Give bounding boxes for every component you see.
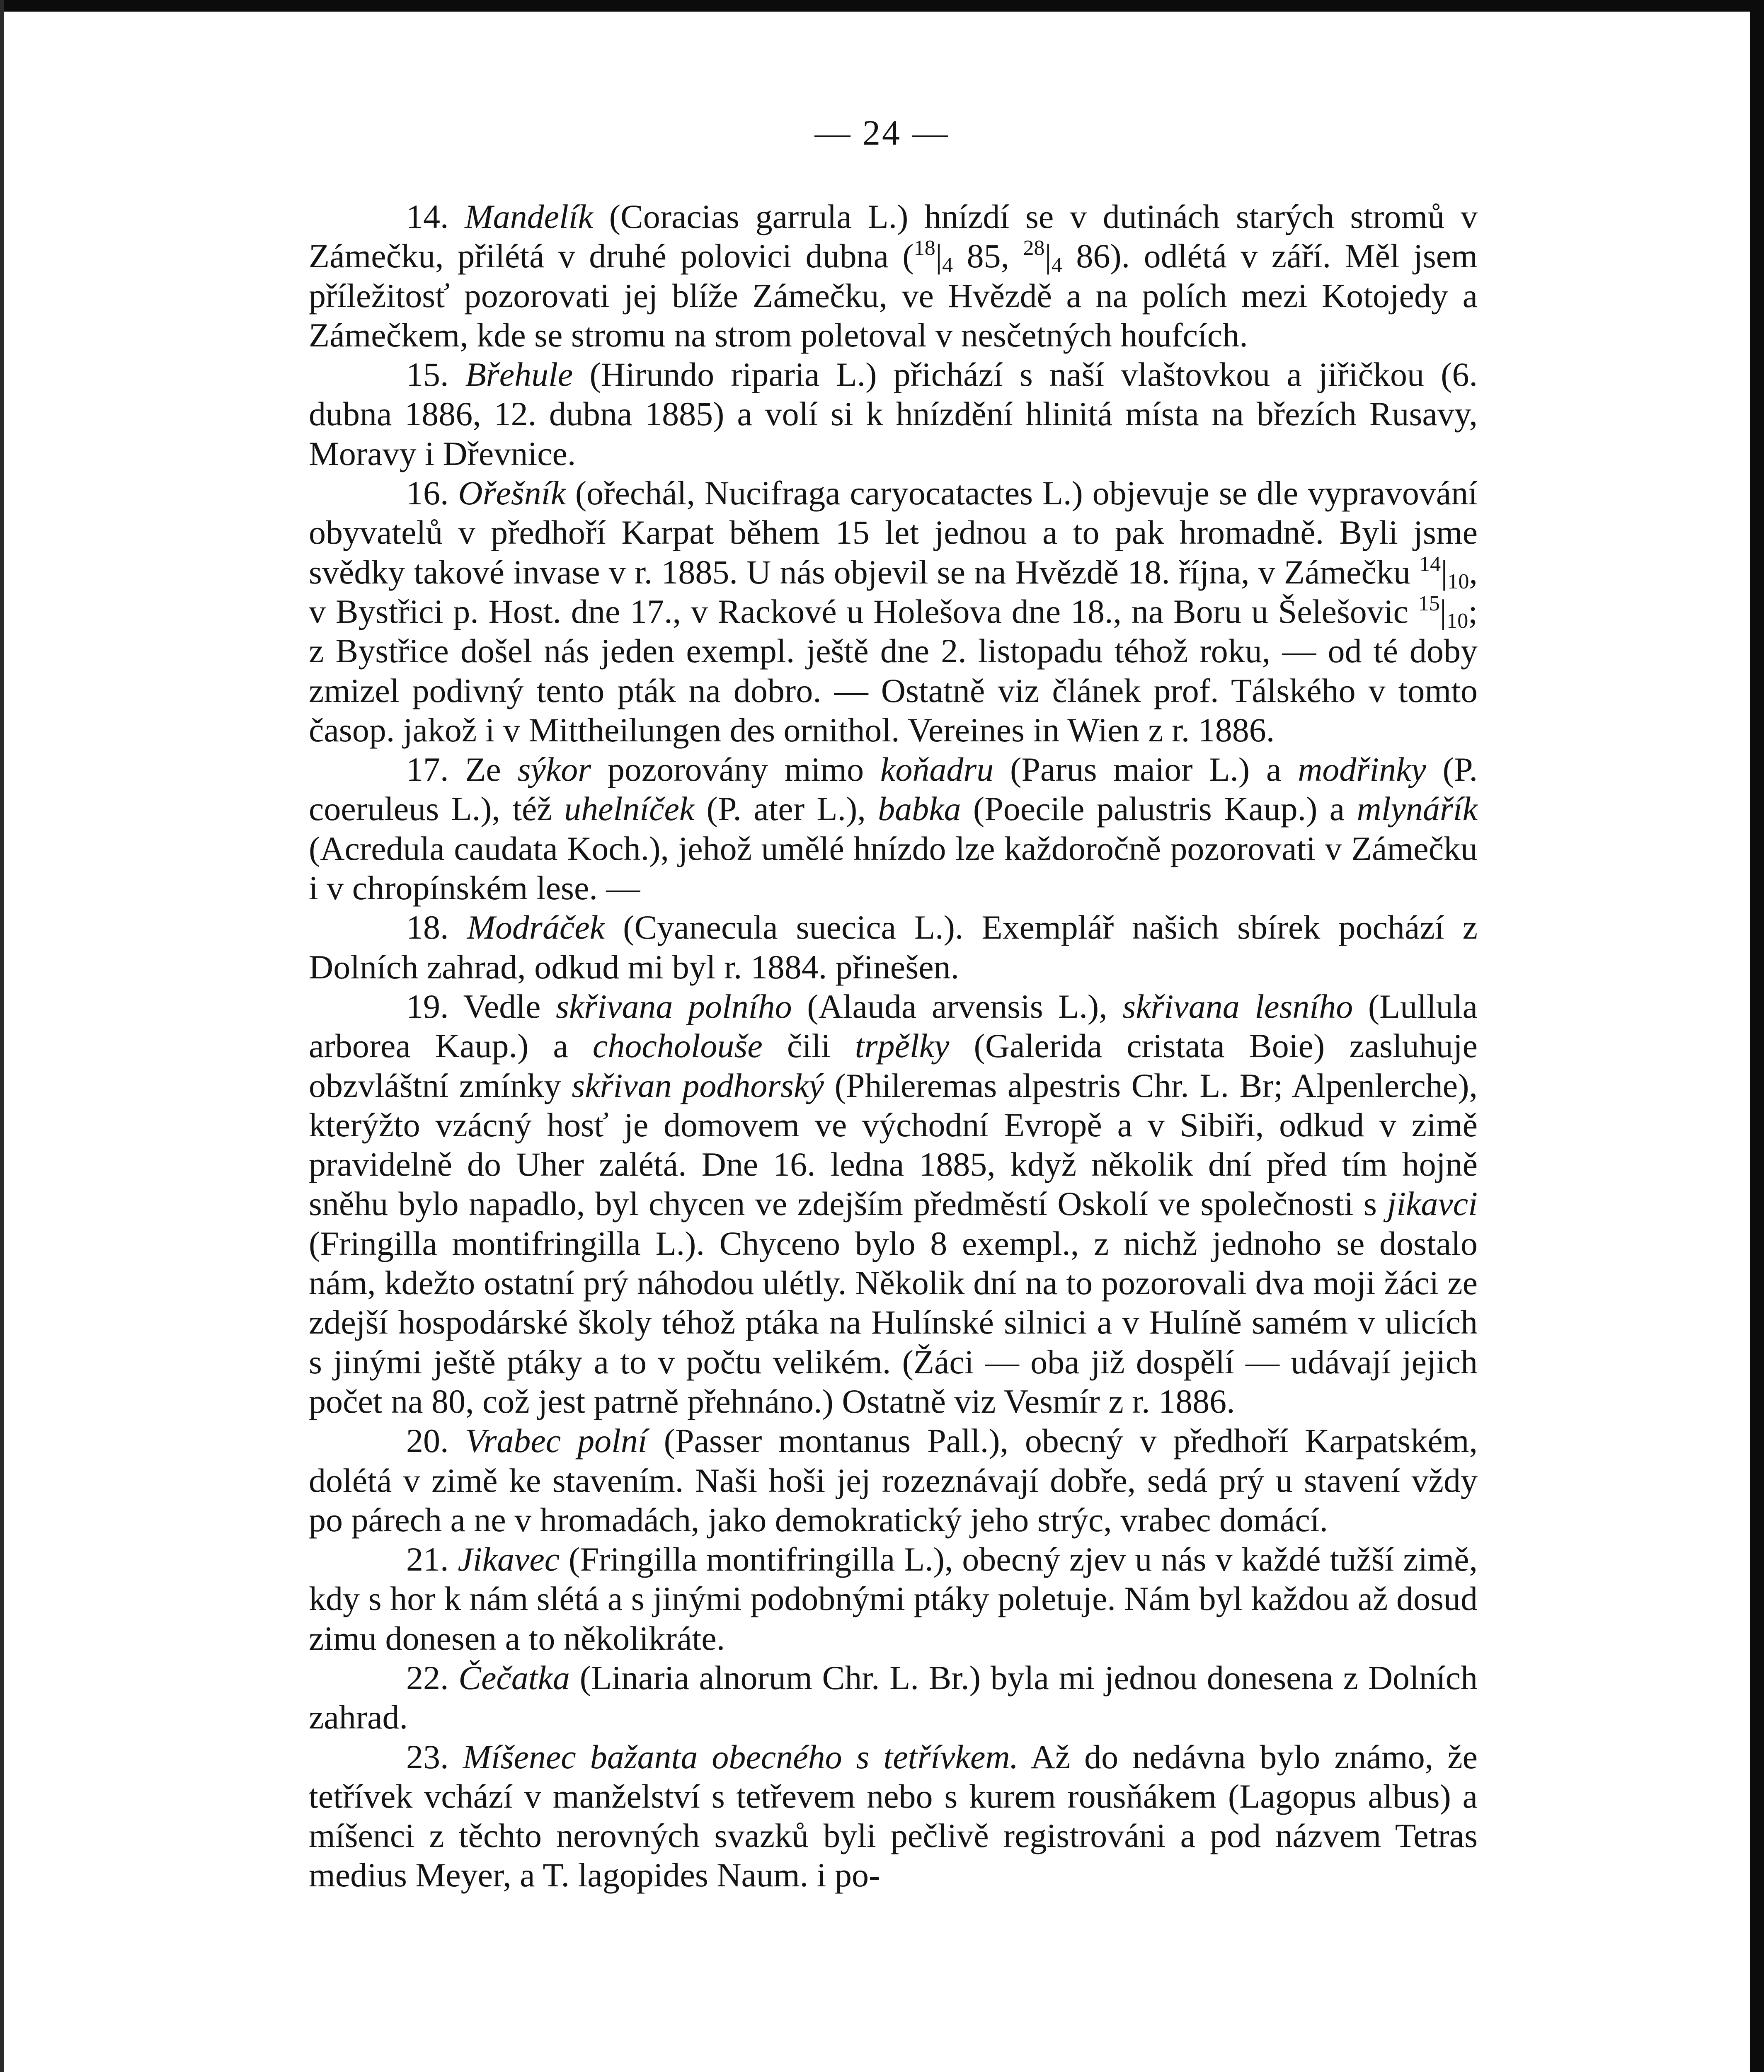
text-run: , v Bystřici p. Host. dne 17., v Rackové u Holešova dne 18., na Boru u Šelešovic — [309, 553, 1478, 630]
text-run: ; z Bystřice došel nás jeden exempl. ještě dne 2. listopadu téhož roku, — od té doby zmizel podivný tento pták na dobro. — Ostatně viz článek prof. Tálského v tomto časop. jakož i v Mittheilungen des ornithol. Vereines in Wien z r. 1886. — [309, 592, 1478, 749]
italic-term: skřivana lesního — [1122, 987, 1353, 1025]
italic-term: Břehule — [465, 356, 573, 394]
paragraph — [309, 1737, 1478, 1895]
paragraph — [309, 1539, 1478, 1658]
subscript-month: 4 — [1051, 254, 1062, 278]
subscript-month: 10 — [1447, 569, 1469, 593]
subscript-month: 4 — [942, 254, 953, 278]
text-run: 17. Ze — [406, 750, 518, 789]
paragraph — [309, 355, 1478, 473]
text-run: (Coracias garrula L.) hnízdí se v dutinách starých stromů v Zámečku, přilétá v druhé polovici dubna ( — [309, 198, 1478, 275]
italic-term: mlynářík — [1357, 790, 1478, 828]
text-run: | — [1044, 237, 1052, 275]
italic-term: Čečatka — [458, 1658, 570, 1697]
paragraph — [309, 197, 1478, 355]
text-run: 85, — [953, 237, 1023, 275]
paragraph — [309, 473, 1478, 750]
text-run: 22. — [406, 1658, 459, 1697]
text-run: Až do nedávna bylo známo, že tetřívek vchází v manželství s tetřevem nebo s kurem rousňákem (Lagopus albus) a míšenci z těchto nerovných svazků byli pečlivě registrováni a pod názvem Tetras medius Meyer, a T. lagopides Naum. i po- — [309, 1738, 1478, 1894]
italic-term: Mandelík — [465, 198, 593, 235]
text-run: (Parus maior L.) a — [993, 750, 1298, 789]
italic-term: Ořešník — [458, 474, 566, 512]
italic-term: modřinky — [1298, 750, 1426, 789]
scan-border-right — [1750, 0, 1764, 2072]
text-run: (Hirundo riparia L.) přichází s naší vlaštovkou a jiřičkou (6. dubna 1886, 12. dubna 1885) a volí si k hnízdění hlinitá místa na březích Rusavy, Moravy i Dřevnice. — [309, 356, 1478, 472]
italic-term: sýkor — [517, 750, 591, 789]
paragraph — [309, 908, 1478, 987]
superscript-day: 28 — [1023, 236, 1045, 260]
scan-border-top — [0, 0, 1764, 12]
text-run: (Passer montanus Pall.), obecný v předhoří Karpatském, dolétá v zimě ke stavením. Naši hoši jej rozeznávají dobře, sedá prý u stavení vždy po párech a ne v hromadách, jako demokratický jeho strýc, vrabec domácí. — [309, 1422, 1478, 1539]
italic-term: skřivana polního — [555, 987, 792, 1025]
text-run: 23. — [406, 1738, 463, 1776]
text-run: (Cyanecula suecica L.). Exemplář našich sbírek pochází z Dolních zahrad, odkud mi byl r. 1884. přinešen. — [309, 908, 1478, 986]
page-number: — 24 — — [814, 113, 950, 152]
superscript-day: 18 — [914, 236, 935, 260]
paragraph — [309, 987, 1478, 1421]
text-run: (Fringilla montifringilla L.), obecný zjev u nás v každé tužší zimě, kdy s hor k nám slétá a s jinými podobnými ptáky poletuje. Nám byl každou až dosud zimu donesen a to několikráte. — [309, 1540, 1478, 1657]
italic-term: Modráček — [467, 908, 605, 946]
text-run: 18. — [406, 908, 467, 946]
text-run: (Lullula arborea Kaup.) a — [309, 987, 1478, 1065]
text-run: (Fringilla montifringilla L.). Chyceno bylo 8 exempl., z nichž jednoho se dostalo nám, kdežto ostatní prý náhodou ulétly. Několik dní na to pozorovali dva moji žáci ze zdejší hospodárské školy téhož ptáka na Hulínské silnici a v Hulíně samém v ulicích s jinými ještě ptáky a to v počtu velikém. (Žáci — oba již dospělí — udávají jejich počet na 80, což jest patrně přehnáno.) Ostatně viz Vesmír z r. 1886. — [309, 1224, 1478, 1420]
italic-term: babka — [878, 790, 961, 828]
text-run: (Galerida cristata Boie) zasluhuje obzvláštní zmínky — [309, 1027, 1478, 1104]
text-run: | — [935, 237, 943, 275]
italic-term: Míšenec bažanta obecného s tetřívkem. — [463, 1738, 1019, 1776]
text-run: pozorovány mimo — [591, 750, 880, 789]
text-run: | — [1439, 592, 1447, 630]
text-run: 15. — [406, 356, 465, 394]
text-run: 19. Vedle — [406, 987, 556, 1025]
text-run: (P. ater L.), — [694, 790, 878, 828]
text-run: čili — [762, 1027, 855, 1065]
paragraph — [309, 1421, 1478, 1539]
scan-border-left — [0, 0, 4, 2072]
text-run: (Acredula caudata Koch.), jehož umělé hnízdo lze každoročně pozorovati v Zámečku i v chropínském lese. — — [309, 829, 1478, 907]
italic-term: jikavci — [1387, 1185, 1478, 1223]
subscript-month: 10 — [1447, 609, 1468, 633]
text-run: (P. coeruleus L.), též — [309, 750, 1478, 828]
italic-term: skřivan podhorský — [572, 1066, 824, 1104]
text-run: (Linaria alnorum Chr. L. Br.) byla mi jednou donesena z Dolních zahrad. — [309, 1658, 1478, 1736]
text-run: | — [1441, 553, 1448, 591]
italic-term: chocholouše — [592, 1027, 763, 1065]
superscript-day: 15 — [1418, 591, 1440, 615]
text-run: 14. — [406, 198, 465, 235]
italic-term: trpělky — [855, 1027, 950, 1065]
italic-term: koňadru — [880, 750, 994, 789]
italic-term: Jikavec — [458, 1540, 560, 1578]
italic-term: Vrabec polní — [465, 1422, 647, 1460]
paragraph — [309, 750, 1478, 908]
superscript-day: 14 — [1419, 552, 1441, 576]
text-run: 86). odlétá v září. Měl jsem příležitosť pozorovati jej blíže Zámečku, ve Hvězdě a na polích mezi Kotojedy a Zámečkem, kde se stromu na strom poletoval v nesčetných houfcích. — [309, 237, 1478, 354]
text-run: (ořechál, Nucifraga caryocatactes L.) objevuje se dle vypravování obyvatelů v předhoří Karpat během 15 let jednou a to pak hromadně. Byli jsme svědky takové invase v r. 1885. U nás objevil se na Hvězdě 18. října, v Zámečku — [309, 474, 1478, 591]
text-run: 21. — [406, 1540, 458, 1578]
italic-term: uhelníček — [564, 790, 695, 828]
text-run: 16. — [406, 474, 458, 512]
body-text — [309, 197, 1478, 1895]
text-run: 20. — [406, 1422, 465, 1460]
text-run: (Phileremas alpestris Chr. L. Br; Alpenlerche), kterýžto vzácný hosť je domovem ve východní Evropě a v Sibiři, odkud v zimě pravidelně do Uher zalétá. Dne 16. ledna 1885, když několik dní před tím hojně sněhu bylo napadlo, byl chycen ve zdejším předměstí Oskolí ve společnosti s — [309, 1066, 1478, 1223]
paragraph — [309, 1658, 1478, 1737]
text-run: (Poecile palustris Kaup.) a — [961, 790, 1357, 828]
text-run: (Alauda arvensis L.), — [792, 987, 1123, 1025]
